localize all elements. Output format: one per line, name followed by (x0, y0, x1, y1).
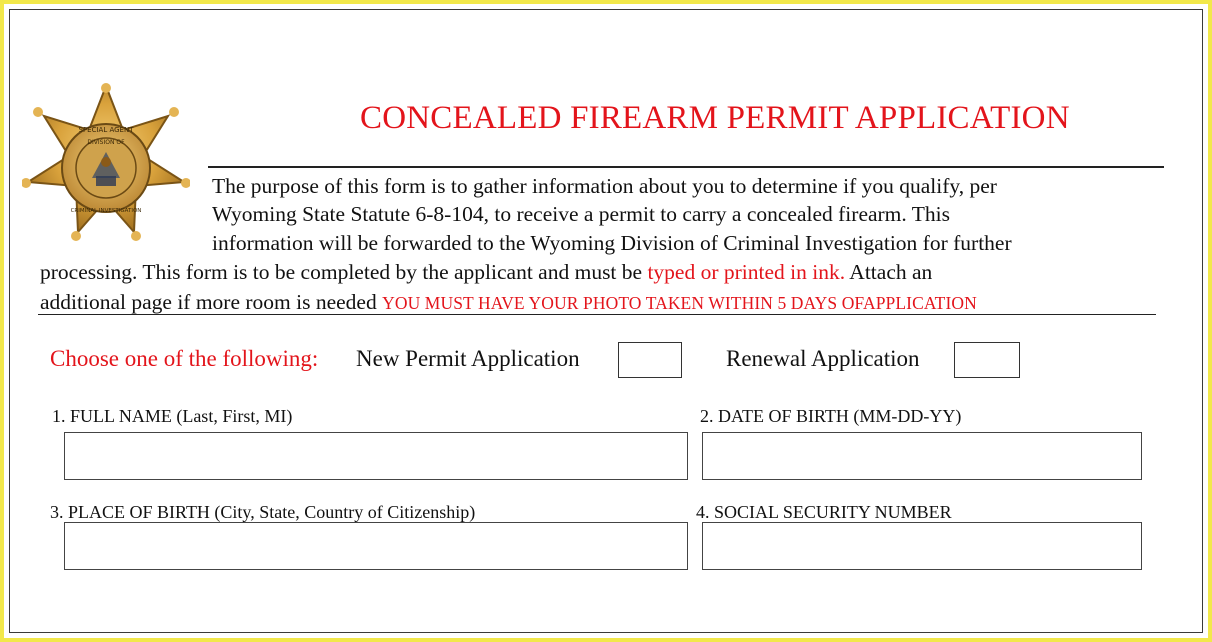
ssn-field[interactable] (702, 522, 1142, 570)
dob-label: 2. DATE OF BIRTH (MM-DD-YY) (700, 406, 962, 426)
intro-underline (38, 314, 1156, 315)
intro-line-3: information will be forwarded to the Wyoming Division of Criminal Investigation for further (212, 231, 1012, 255)
title-divider (208, 166, 1164, 168)
new-permit-checkbox[interactable] (618, 342, 682, 378)
place-of-birth-label: 3. PLACE OF BIRTH (City, State, Country of Citizenship) (50, 502, 476, 522)
new-permit-label: New Permit Application (356, 346, 580, 371)
intro-line-2: Wyoming State Statute 6-8-104, to receive a permit to carry a concealed firearm. This (212, 202, 950, 226)
renewal-label: Renewal Application (726, 346, 920, 371)
intro-line-4-tail: Attach an (845, 260, 933, 284)
renewal-checkbox[interactable] (954, 342, 1020, 378)
choose-prompt: Choose one of the following: (50, 346, 319, 371)
full-name-field[interactable] (64, 432, 688, 480)
dob-field[interactable] (702, 432, 1142, 480)
svg-text:DIVISION OF: DIVISION OF (87, 139, 125, 146)
intro-line-4 (40, 258, 932, 286)
ink-instruction: typed or printed in ink. (647, 260, 846, 284)
form-title: CONCEALED FIREARM PERMIT APPLICATION (360, 100, 1070, 136)
intro-line-4-text: processing. This form is to be completed by the applicant and must be (40, 260, 648, 284)
dci-badge-logo (22, 82, 190, 244)
intro-line-5-text: additional page if more room is needed (40, 290, 383, 314)
svg-text:CRIMINAL INVESTIGATION: CRIMINAL INVESTIGATION (70, 208, 142, 214)
place-of-birth-field[interactable] (64, 522, 688, 570)
svg-text:SPECIAL AGENT: SPECIAL AGENT (78, 126, 134, 134)
full-name-label: 1. FULL NAME (Last, First, MI) (52, 406, 293, 426)
photo-warning: YOU MUST HAVE YOUR PHOTO TAKEN WITHIN 5 DAYS OFAPPLICATION (382, 293, 977, 313)
intro-line-5 (40, 288, 977, 317)
ssn-label: 4. SOCIAL SECURITY NUMBER (696, 502, 952, 522)
intro-line-1: The purpose of this form is to gather information about you to determine if you qualify, per (212, 174, 997, 198)
